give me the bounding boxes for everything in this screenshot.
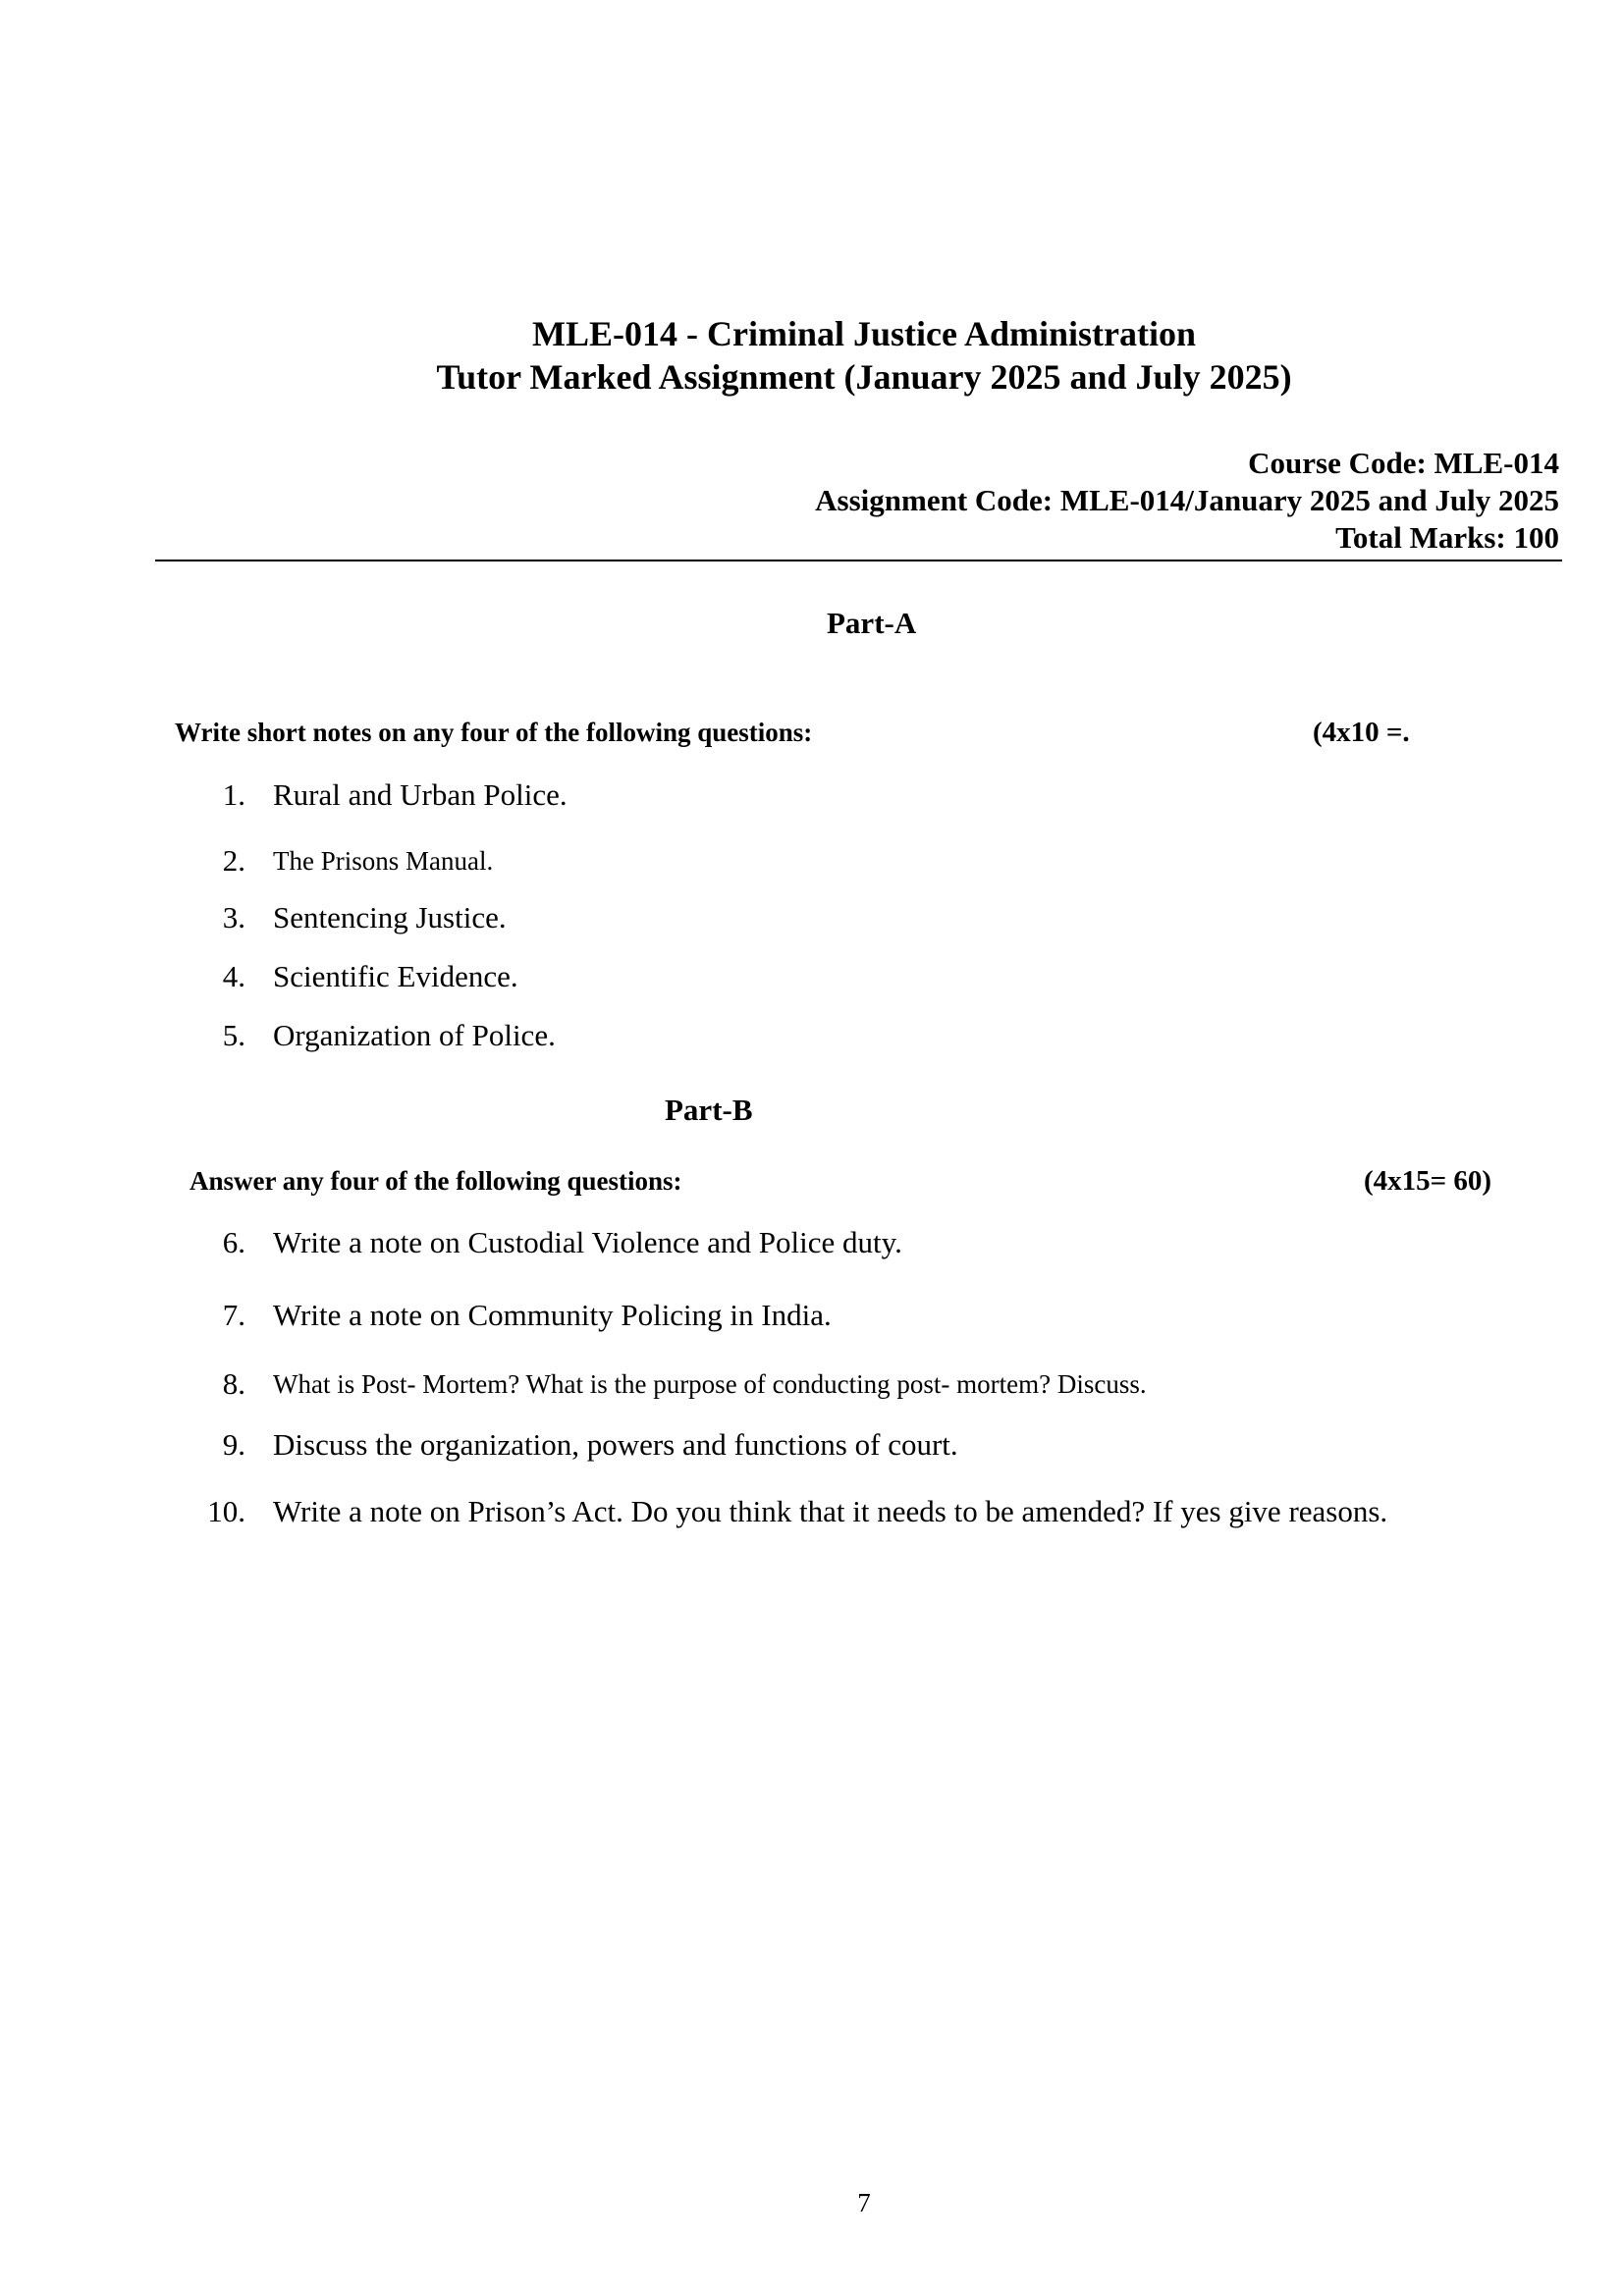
document-title: MLE-014 - Criminal Justice Administration — [532, 314, 1196, 353]
header-divider — [155, 560, 1562, 561]
part-a-instruction: Write short notes on any four of the following questions: — [175, 718, 813, 747]
question-text: Write a note on Custodial Violence and Police duty. — [273, 1225, 902, 1259]
question-number: 2. — [222, 843, 245, 878]
question-number: 5. — [222, 1018, 245, 1052]
question-text: Organization of Police. — [273, 1018, 556, 1052]
question-number: 9. — [222, 1427, 245, 1462]
question-number: 3. — [222, 900, 245, 934]
question-text: Scientific Evidence. — [273, 959, 518, 993]
question-item — [0, 1223, 1623, 1262]
question-item — [0, 1492, 1623, 1531]
part-b-instruction: Answer any four of the following questions: — [189, 1166, 682, 1196]
document-subtitle: Tutor Marked Assignment (January 2025 and July 2025) — [436, 357, 1292, 397]
question-item — [0, 957, 1623, 996]
question-number: 6. — [222, 1225, 245, 1259]
part-a-heading: Part-A — [827, 606, 917, 640]
question-number: 1. — [222, 777, 245, 812]
question-item — [0, 841, 1623, 881]
question-text: Sentencing Justice. — [273, 900, 507, 934]
question-text: Rural and Urban Police. — [273, 777, 568, 812]
part-b-marks: (4x15= 60) — [1364, 1165, 1492, 1197]
part-a-marks: (4x10 =. — [1313, 717, 1410, 748]
total-marks: Total Marks: 100 — [1335, 520, 1559, 555]
course-code: Course Code: MLE-014 — [1248, 446, 1559, 480]
question-item — [0, 775, 1623, 815]
page-number: 7 — [857, 2188, 871, 2217]
question-item — [0, 1425, 1623, 1465]
question-text: Write a note on Prison’s Act. Do you think that it needs to be amended? If yes give reasons. — [273, 1494, 1388, 1528]
question-number: 7. — [222, 1298, 245, 1332]
question-text: Write a note on Community Policing in India. — [273, 1298, 832, 1332]
question-number: 8. — [222, 1366, 245, 1401]
question-item — [0, 1016, 1623, 1055]
question-text: What is Post- Mortem? What is the purpose of conducting post- mortem? Discuss. — [273, 1369, 1147, 1399]
assignment-code: Assignment Code: MLE-014/January 2025 and July 2025 — [815, 483, 1559, 517]
question-number: 4. — [222, 959, 245, 993]
question-text: Discuss the organization, powers and functions of court. — [273, 1427, 958, 1462]
question-item — [0, 898, 1623, 937]
question-number: 10. — [207, 1494, 245, 1528]
question-text: The Prisons Manual. — [273, 846, 494, 876]
question-item — [0, 1364, 1623, 1404]
question-item — [0, 1296, 1623, 1335]
part-b-heading: Part-B — [665, 1093, 753, 1127]
